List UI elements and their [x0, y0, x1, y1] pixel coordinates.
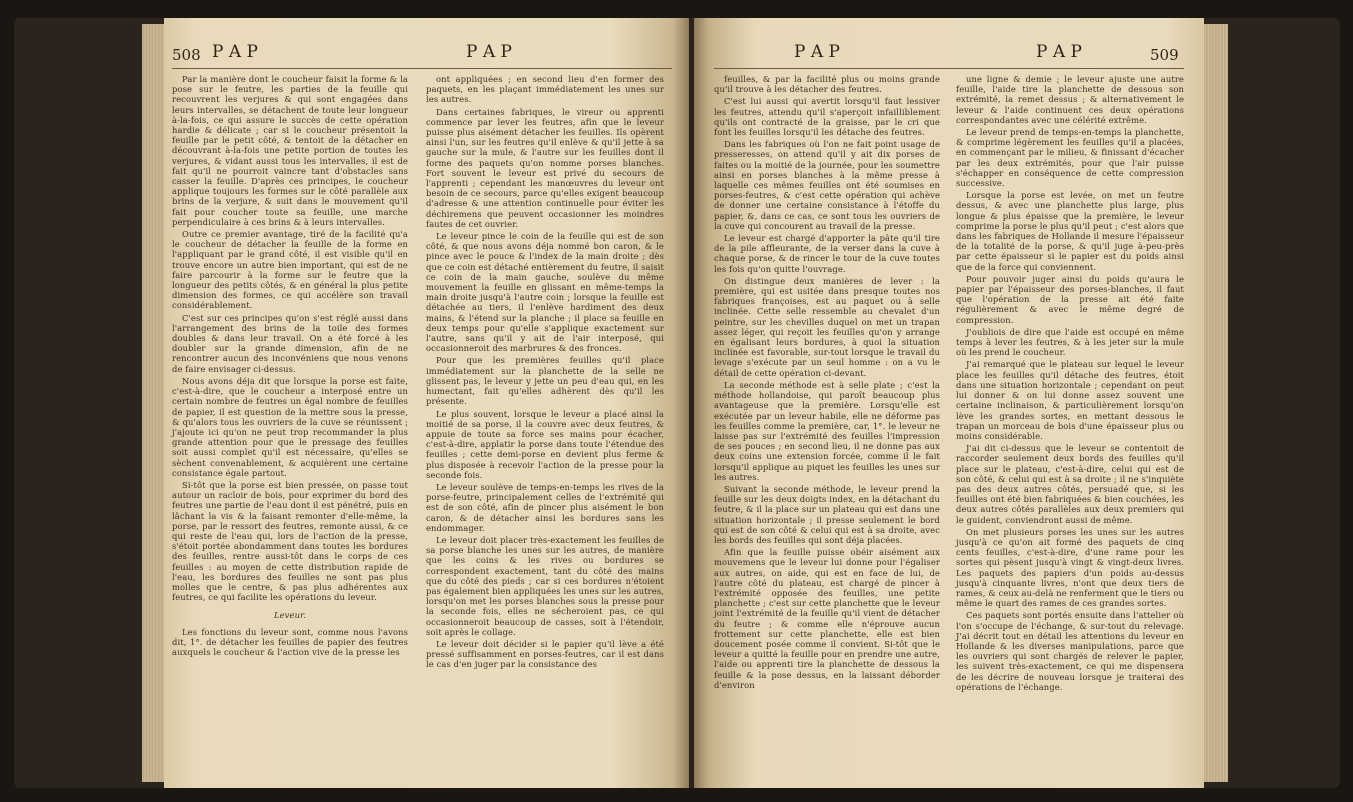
paragraph: Les fonctions du leveur sont, comme nous l'avons dit, 1°. de détacher les feuilles de papier des feutres auxquels le coucheur & l'action vive de la presse les — [172, 626, 408, 657]
book-spread — [14, 18, 1340, 788]
paragraph: Par la manière dont le coucheur faisit la forme & la pose sur le feutre, les parties de la feuille qui recouvrent les verjures & qui sont engagées dans leurs intervalles, se détachent de toute leur longueur à-la-fois, ce qui assure le succès de cette opération hardie & délicate ; car si le coucheur présentoit la feuille par le petit côté, & tentoit de la détacher en découvrant à-la-fois une petite portion de toutes les verjures, & vidant aussi tous les intervalles, il est de fait qu'il ne pourroit vaincre tant d'obstacles sans casser la feuille. D'après ces principes, le coucheur applique toujours les formes sur le côté parallèle aux brins de la verjure, & suit dans le mouvement qu'il fait pour coucher toute sa feuille, une marche perpendiculaire à ces brins & à leurs intervalles. — [172, 74, 408, 227]
paragraph: Lorsque la porse est levée, on met un feutre dessus, & avec une planchette plus large, plus longue & plus épaisse que la première, le leveur comprime la porse le plus qu'il peut ; c'est alors que dans les fabriques de Hollande il mesure l'épaisseur de la totalité de la porse, & qu'il juge à-peu-près par cette épaisseur si le papier est du poids ainsi que de la force qui conviennent. — [956, 190, 1184, 272]
paragraph: Pour pouvoir juger ainsi du poids qu'aura le papier par l'épaisseur des porses-blanches, il faut que l'opération de la presse ait été faite régulièrement & avec le même degré de compression. — [956, 273, 1184, 325]
paragraph: On distingue deux manières de lever : la première, qui est usitée dans presque toutes nos fabriques françoises, est au paquet ou à selle inclinée. Cette selle ressemble au chevalet d'un peintre, sur les chevilles duquel on met un trapan assez léger, qui reçoit les feuilles qu'on y arrange en égalisant leurs bordures, à quoi la situation inclinée est favorable, sur-tout lorsque le travail du levage s'exécute par un seul homme : on a vu le détail de cette opération ci-devant. — [714, 275, 940, 378]
paragraph: Nous avons déja dit que lorsque la porse est faite, c'est-à-dire, que le coucheur a interposé entre un certain nombre de feutres un égal nombre de feuilles de papier, il est question de la mettre sous la presse, & qu'alors tous les ouvriers de la cuve se réunissent ; j'ajoute ici qu'on ne peut trop recommander la plus grande attention pour que le pressage des feuilles soit aussi complet qu'il est nécessaire, qu'elles se sèchent convenablement, & acquièrent une certaine consistance égale partout. — [172, 375, 408, 478]
paragraph: J'ai dit ci-dessus que le leveur se contentoit de raccorder seulement deux bords des feuilles qu'il place sur le plateau, c'est-à-dire, celui qui est de son côté, & celui qui est à sa droite ; il ne s'inquiète pas des deux autres côtés, persuadé que, si les feuilles ont été bien fabriquées & bien couchées, les deux autres côtés parallèles aux deux premiers qui le guident, conviendront aussi de même. — [956, 443, 1184, 525]
paragraph: feuilles, & par la facilité plus ou moins grande qu'il trouve à les détacher des feutres. — [714, 74, 940, 95]
paragraph: C'est lui aussi qui avertit lorsqu'il faut lessiver les feutres, attendu qu'il s'aperçoit infailliblement qu'ils ont contracté de la graisse, par le cri que font les feuilles lorsqu'il les détache des feutres. — [714, 96, 940, 138]
paragraph: C'est sur ces principes qu'on s'est réglé aussi dans l'arrangement des brins de la toile des formes doubles & dans leur travail. On a été forcé à les doubler sur la grande dimension, afin de ne rencontrer aucun des inconvéniens que nous venons de faire envisager ci-dessus. — [172, 312, 408, 374]
running-head: P A P — [1036, 42, 1082, 62]
text-column-1 — [714, 74, 940, 692]
page-number: 509 — [1150, 46, 1179, 64]
paragraph: Suivant la seconde méthode, le leveur prend la feuille sur les deux doigts index, en la détachant du feutre, & il la place sur un plateau qui est dans une situation horizontale ; il presse seulement le bord qui est de son côté & celui qui est à sa droite, avec les bords des feuilles qui sont déja placées. — [714, 483, 940, 545]
left-page — [164, 18, 689, 788]
page-edges-right — [1202, 24, 1228, 782]
paragraph: Le plus souvent, lorsque le leveur a placé ainsi la moitié de sa porse, il la couvre avec deux feutres, & appuie de toute sa force ses mains pour écacher, c'est-à-dire, applatir la porse dans toute l'étendue des feuilles ; cette demi-porse en devient plus ferme & plus disposée à recevoir l'action de la presse pour la seconde fois. — [426, 408, 664, 480]
section-subheading: Leveur. — [273, 610, 307, 621]
paragraph: une ligne & demie ; le leveur ajuste une autre feuille, l'aide tire la planchette de dessous son extrémité, la remet dessus ; & alternativement le leveur & l'aide continuent ces deux opérations correspondantes avec une célérité extrême. — [956, 74, 1184, 125]
paragraph: ont appliquées ; en second lieu d'en former des paquets, en les plaçant immédiatement les unes sur les autres. — [426, 74, 664, 105]
paragraph: Pour que les premières feuilles qu'il place immédiatement sur la planchette de la selle ne glissent pas, le leveur y jette un peu d'eau qui, en les humectant, fait qu'elles adhèrent dès qu'il les présente. — [426, 355, 664, 407]
paragraph: J'oubliois de dire que l'aide est occupé en même temps à lever les feutres, & à les jeter sur la mule où les prend le coucheur. — [956, 326, 1184, 358]
text-column-2 — [956, 74, 1184, 694]
paragraph: Le leveur est chargé d'apporter la pâte qu'il tire de la pile affleurante, de la verser dans la cuve à chaque porse, & de rincer le tour de la cuve toutes les fois qu'on quitte l'ouvrage. — [714, 233, 940, 274]
paragraph: Le leveur soulève de temps-en-temps les rives de la porse-feutre, principalement celles de l'extrémité qui est de son côté, afin de pincer plus aisément le bon caron, & de détacher ainsi les bordures sans les endommager. — [426, 481, 664, 533]
paragraph: Dans les fabriques où l'on ne fait point usage de presseresses, on attend qu'il y ait dix porses de faites ou la moitié de la journée, pour les soumettre ainsi en porses blanches à la même presse à laquelle ces mêmes feuilles ont été soumises en porses-feutres, & c'est cette opération qui achève de donner une certaine consistance à l'étoffe du papier, &, dans ce cas, ce sont tous les ouvriers de la cuve qui concourent au travail de la presse. — [714, 139, 940, 231]
paragraph: Le leveur doit décider si le papier qu'il lève a été pressé suffisamment en porses-feutres, car il est dans le cas d'en juger par la consistance des — [426, 638, 664, 670]
paragraph: Dans certaines fabriques, le vireur ou apprenti commence par lever les feutres, afin que le leveur puisse plus aisément détacher les feuilles. Ils opèrent ainsi l'un, sur les feutres qu'il enlève & qu'il jette à sa gauche sur la mule, & l'autre sur les feuilles dont il forme des paquets qu'on nomme porses blanches. Fort souvent le leveur est privé du secours de l'apprenti ; cependant les manœuvres du leveur ont besoin de ce secours, parce qu'elles exigent beaucoup d'adresse & une attention continuelle pour éviter les déchiremens que peuvent occasionner les moindres fautes de cet ouvrier. — [426, 106, 664, 229]
running-head: P A P — [212, 42, 258, 62]
paragraph: Le leveur doit placer très-exactement les feuilles de sa porse blanche les unes sur les autres, de manière que les coins & les rives ou bordures se correspondent exactement, tant du côté des mains que du côté des pieds ; car si ces bordures n'étoient pas également bien appliquées les unes sur les autres, lorsqu'on met les porses blanches sous la presse pour la seconde fois, elles ne sécheroient pas, ce qui occasionneroit beaucoup de casses, soit à l'étendoir, soit après le collage. — [426, 534, 664, 637]
paragraph: Le leveur prend de temps-en-temps la planchette, & comprime légèrement les feuilles qu'il a placées, en commençant par le milieu, & finissant d'écacher par les deux extrémités, pour que l'air puisse s'échapper en conséquence de cette compression successive. — [956, 127, 1184, 189]
running-head: P A P — [794, 42, 840, 62]
right-page — [694, 18, 1204, 788]
paragraph: Si-tôt que la porse est bien pressée, on passe tout autour un racloir de bois, pour exprimer du bord des feutres une partie de l'eau dont il est pénétré, puis en lâchant la vis & la faisant remonter d'elle-même, la porse, par le ressort des feutres, remonte aussi, & ce qui reste de l'eau qui, lors de l'action de la presse, s'étoit portée abondamment dans toutes les bordures des feuilles, rentre aussi-tôt dans le corps de ces feuilles : au moyen de cette distribution rapide de l'eau, les bordures des feuilles ne sont pas plus molles que le centre, & pas plus adhérentes aux feutres, ce qui facilite les opérations du leveur. — [172, 479, 408, 603]
text-column-1 — [172, 74, 408, 659]
paragraph: Afin que la feuille puisse obéir aisément aux mouvemens que le leveur lui donne pour l'égaliser aux autres, on aide, qui est en face de lui, de l'autre côté du plateau, est chargé de pincer à l'extrémité opposée des feuilles, une petite planchette ; c'est sur cette planchette que le leveur joint l'extrémité de la feuille qu'il vient de détacher du feutre ; & comme elle n'éprouve aucun frottement sur cette planchette, elle est bien doucement posée comme il convient. Si-tôt que le leveur a quitté la feuille pour en prendre une autre, l'aide ou apprenti tire la planchette de dessous la feuille & la pose dessus, en la laissant déborder d'environ — [714, 547, 940, 690]
paragraph: Le leveur pince le coin de la feuille qui est de son côté, & que nous avons déja nommé bon caron, & le pince avec le pouce & l'index de la main droite ; dès que ce coin est détaché entièrement du feutre, il saisit ce coin de la main gauche, soulève du même mouvement la feuille en glissant en même-temps la main droite jusqu'à l'autre coin ; lorsque la feuille est détachée au tiers, il l'enlève hardiment des deux mains, & l'étend sur la planche ; il place sa feuille en deux temps pour qu'elle s'applique exactement sur l'autre, sans qu'il y ait de l'air interposé, qui occasionneroit des marbrures & des fronces. — [426, 231, 664, 354]
running-head: P A P — [466, 42, 512, 62]
text-column-2 — [426, 74, 664, 672]
paragraph: On met plusieurs porses les unes sur les autres jusqu'à ce qu'on ait formé des paquets de cinq cents feuilles, c'est-à-dire, d'une rame pour les sortes qui pèsent jusqu'à vingt & vingt-deux livres. Les paquets des papiers d'un poids au-dessus jusqu'à cinquante livres, n'ont que deux tiers de rames, & ceux au-delà ne renferment que le tiers ou même le quart des rames de ces grandes sortes. — [956, 526, 1184, 609]
paragraph: La seconde méthode est à selle plate ; c'est la méthode hollandoise, qui paroît beaucoup plus avantageuse que la première. Lorsqu'elle est exécutée par un leveur habile, elle ne déforme pas les feuilles comme la première, car, 1°. le leveur ne laisse pas sur l'extrémité des feuilles l'impression de ses pouces ; en second lieu, il ne donne pas aux deux coins une extension forcée, comme il le fait lorsqu'il applique au piquet les feuilles les unes sur les autres. — [714, 379, 940, 482]
paragraph: J'ai remarqué que le plateau sur lequel le leveur place les feuilles qu'il détache des feutres, étoit dans une situation horizontale ; cependant on peut lui donner & on lui donne assez souvent une certaine inclinaison, & particulièrement lorsqu'on lève les grandes sortes, en mettant dessous le trapan un morceau de bois d'une épaisseur plus ou moins considérable. — [956, 359, 1184, 441]
paragraph: Outre ce premier avantage, tiré de la facilité qu'a le coucheur de détacher la feuille de la forme en l'appliquant par le grand côté, il est visible qu'il en trouve encore un autre bien important, qui est de ne faire parcourir à la forme sur le feutre que la longueur des petits côtés, & en général la plus petite dimension des formes, ce qui accélère son travail considérablement. — [172, 229, 408, 311]
header-rule — [172, 68, 672, 69]
page-number: 508 — [172, 46, 201, 64]
page-edges-left — [142, 24, 166, 782]
header-rule — [714, 68, 1184, 69]
paragraph: Ces paquets sont portés ensuite dans l'attelier où l'on s'occupe de l'échange, & sur-tout du relevage. J'ai décrit tout en détail les attentions du leveur en Hollande & les diverses manipulations, parce que les ouvriers qui sont chargés de relever le papier, les suivent très-exactement, ce qui me dispensera de les décrire de nouveau lorsque je traiterai des opérations de l'échange. — [956, 610, 1184, 692]
